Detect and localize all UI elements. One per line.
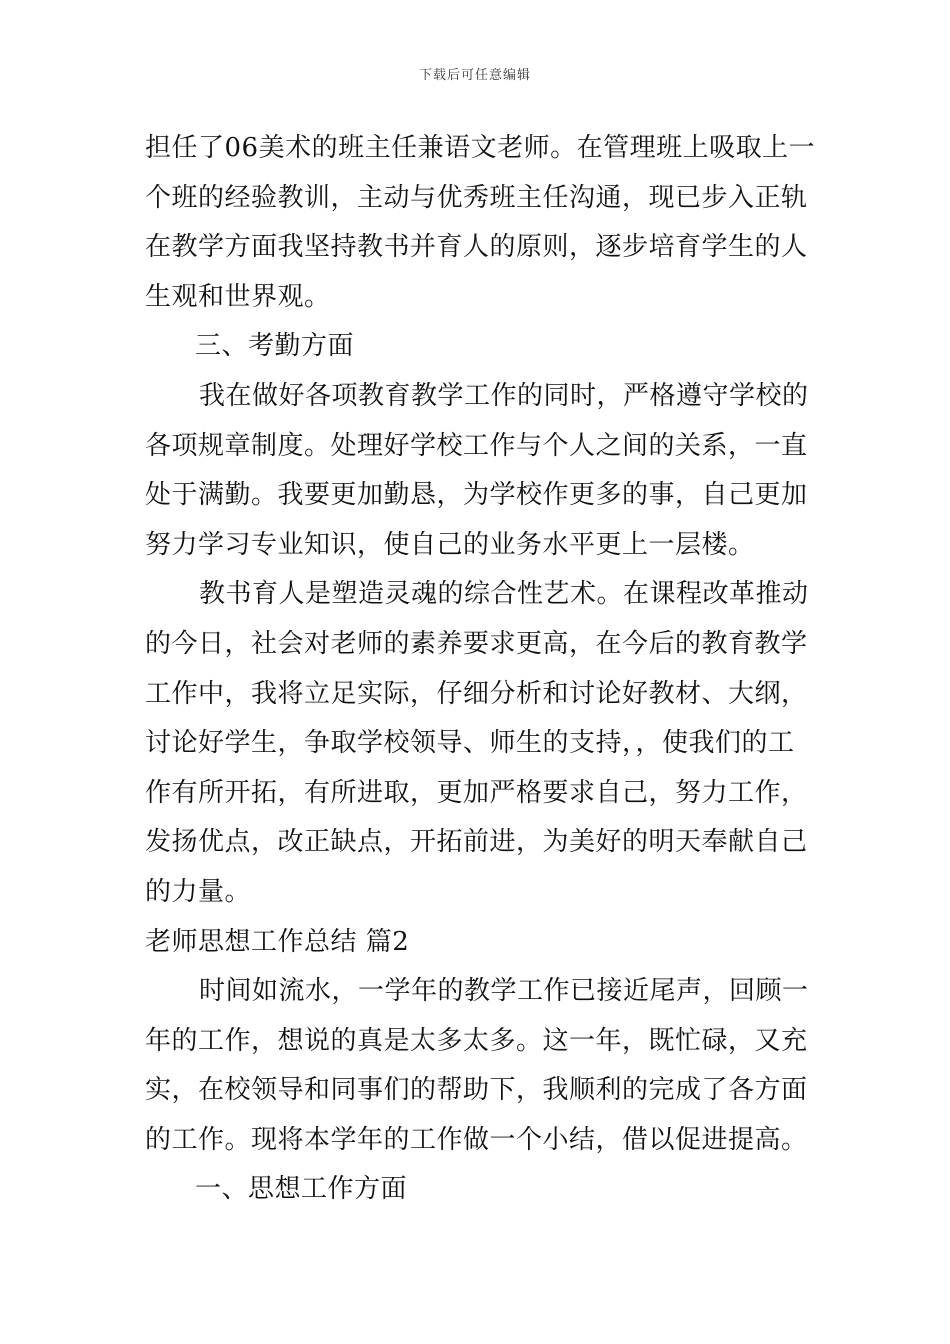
paragraph-line: 作有所开拓，有所进取，更加严格要求自己，努力工作， [145, 777, 808, 808]
paragraph-line: 时间如流水，一学年的教学工作已接近尾声，回顾一 [199, 976, 809, 1007]
paragraph-line: 处于满勤。我要更加勤恳，为学校作更多的事，自己更加 [145, 480, 808, 511]
article-title: 老师思想工作总结 篇2 [145, 926, 410, 957]
paragraph-line: 的今日，社会对老师的素养要求更高，在今后的教育教学 [145, 628, 808, 659]
paragraph-line: 发扬优点，改正缺点，开拓前进，为美好的明天奉献自己 [145, 827, 808, 858]
paragraph-line: 在教学方面我坚持教书并育人的原则，逐步培育学生的人 [145, 232, 808, 263]
paragraph-line: 各项规章制度。处理好学校工作与个人之间的关系，一直 [145, 430, 808, 461]
section-heading-attendance: 三、考勤方面 [195, 331, 355, 362]
paragraph-line: 个班的经验教训，主动与优秀班主任沟通，现已步入正轨 [145, 182, 808, 213]
document-body [145, 124, 816, 1215]
paragraph-line: 担任了06美术的班主任兼语文老师。在管理班上吸取上一 [145, 133, 816, 163]
paragraph-line: 年的工作，想说的真是太多太多。这一年，既忙碌，又充 [145, 1025, 808, 1056]
paragraph-line: 的工作。现将本学年的工作做一个小结，借以促进提高。 [145, 1124, 808, 1155]
section-heading-ideology: 一、思想工作方面 [195, 1174, 408, 1205]
paragraph-line: 的力量。 [145, 876, 252, 907]
paragraph-line: 讨论好学生，争取学校领导、师生的支持，，使我们的工 [145, 728, 795, 759]
paragraph-line: 努力学习专业知识，使自己的业务水平更上一层楼。 [145, 529, 755, 560]
paragraph-line: 我在做好各项教育教学工作的同时，严格遵守学校的 [199, 380, 809, 411]
paragraph-line: 工作中，我将立足实际，仔细分析和讨论好教材、大纲， [145, 678, 808, 709]
page-header-note: 下载后可任意编辑 [418, 68, 531, 83]
paragraph-line: 教书育人是塑造灵魂的综合性艺术。在课程改革推动 [199, 579, 809, 610]
paragraph-line: 实，在校领导和同事们的帮助下，我顺利的完成了各方面 [145, 1075, 808, 1106]
paragraph-line: 生观和世界观。 [145, 281, 331, 312]
